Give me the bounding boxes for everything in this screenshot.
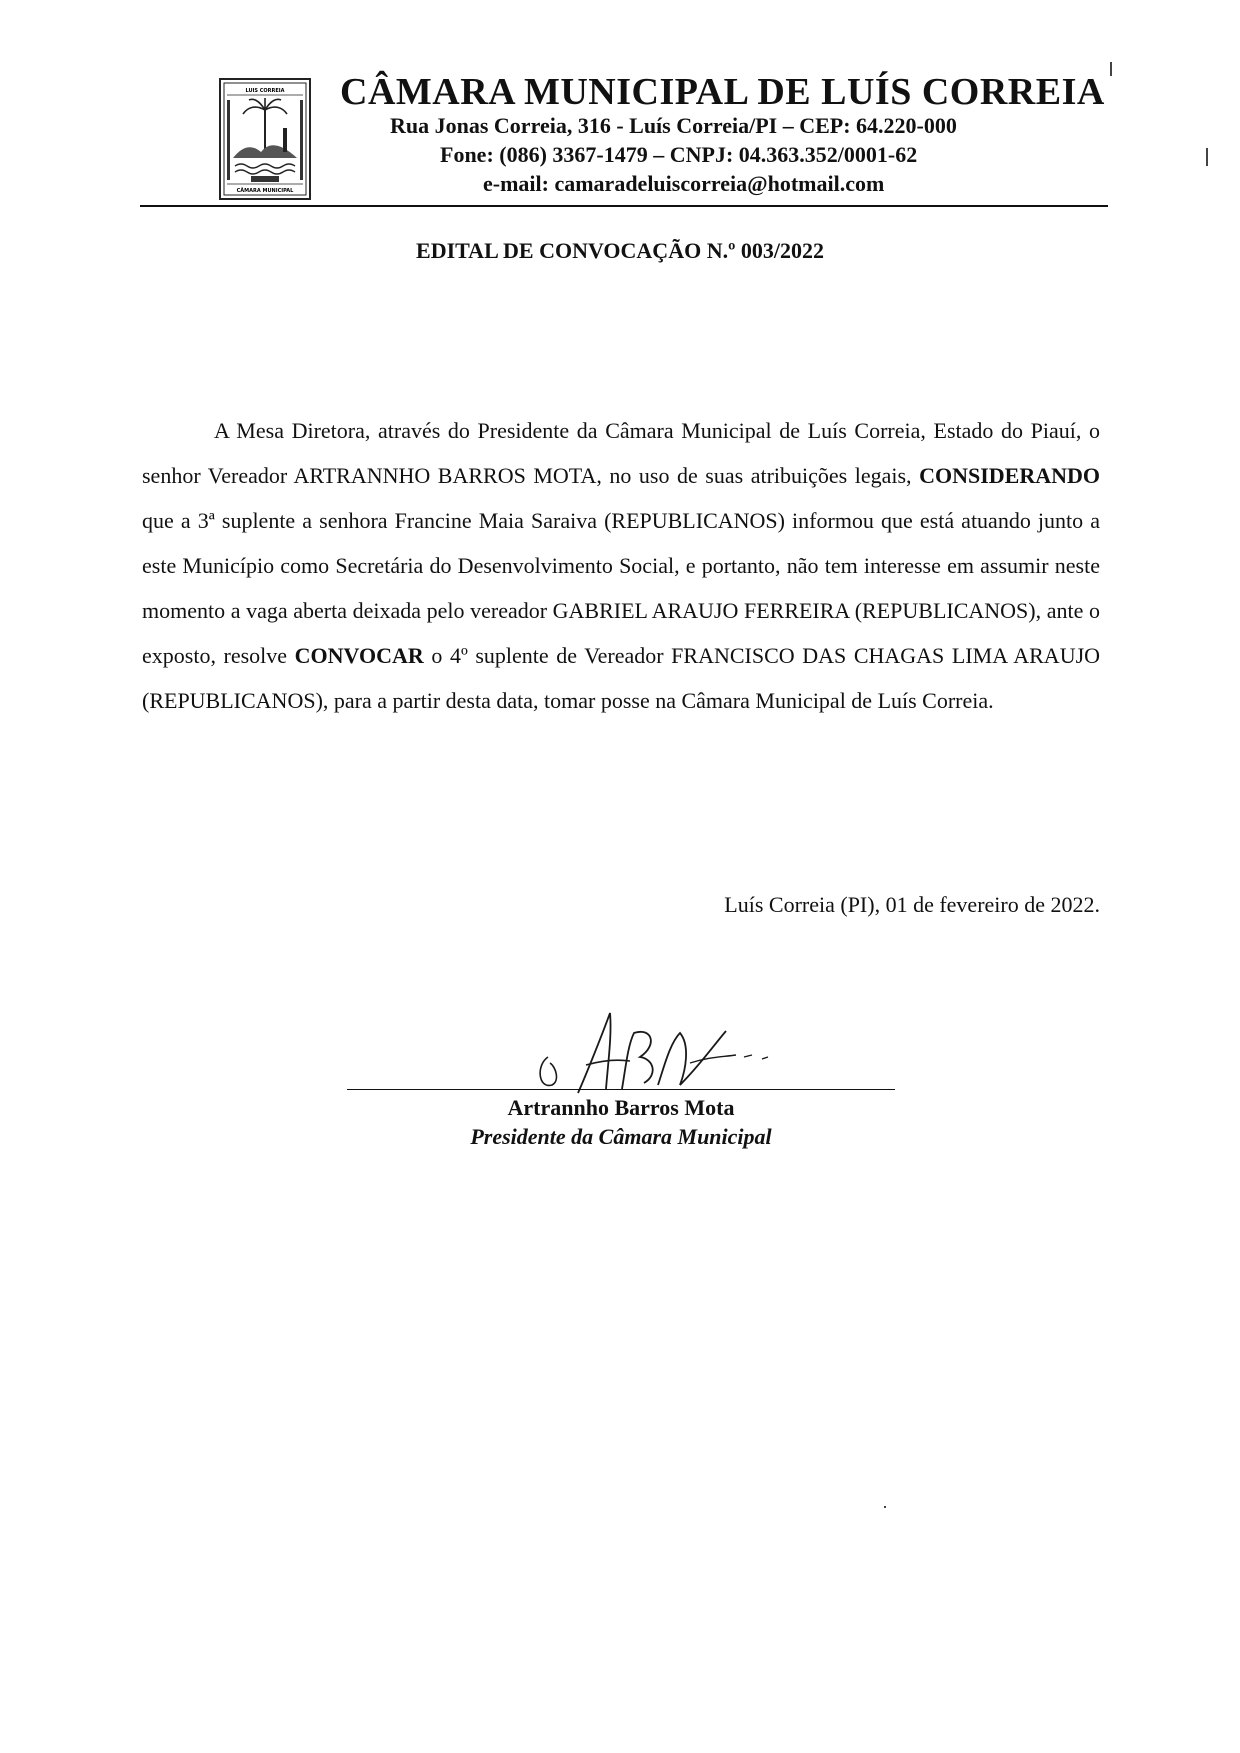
header-divider [140,205,1108,207]
organization-phone: Fone: (086) 3367-1479 – CNPJ: 04.363.352/0001-62 [440,142,918,167]
scan-artifact [1110,62,1112,76]
crest-top-text: LUIS CORREIA [245,88,285,94]
municipal-crest-icon [219,78,311,200]
document-title [0,238,1240,264]
scan-artifact [1206,148,1208,166]
document-date: Luís Correia (PI), 01 de fevereiro de 2022. [724,892,1100,917]
body-part-1: A Mesa Diretora, através do Presidente da Câmara Municipal de Luís Correia, Estado do Piauí, o senhor Vereador ARTRANNHO BARROS MOTA, no uso de suas atribuições legais, [142,418,1100,488]
organization-title: CÂMARA MUNICIPAL DE LUÍS CORREIA [340,71,1105,113]
scan-artifact [884,1506,886,1508]
crest-bottom-text: CÂMARA MUNICIPAL [236,188,294,194]
signer-role: Presidente da Câmara Municipal [470,1124,772,1149]
organization-email: e-mail: camaradeluiscorreia@hotmail.com [483,171,885,196]
signature-line [347,1089,895,1090]
document-title-text: EDITAL DE CONVOCAÇÃO N.º 003/2022 [416,238,824,263]
body-keyword-considerando: CONSIDERANDO [919,463,1101,488]
document-body [142,408,1100,723]
organization-address: Rua Jonas Correia, 316 - Luís Correia/PI – CEP: 64.220-000 [390,113,957,138]
body-keyword-convocar: CONVOCAR [294,643,424,668]
signer-name: Artrannho Barros Mota [507,1095,735,1120]
body-part-3: o 4º suplente de Vereador FRANCISCO DAS CHAGAS LIMA ARAUJO (REPUBLICANOS), para a partir desta data, tomar posse na Câmara Municipal de Luís Correia. [142,643,1101,713]
handwritten-signature [530,1005,800,1105]
body-part-2: que a 3ª suplente a senhora Francine Maia Saraiva (REPUBLICANOS) informou que está atuando junto a este Município como Secretária do Desenvolvimento Social, e portanto, não tem interesse em assumir neste momento a vaga aberta deixada pelo vereador GABRIEL ARAUJO FERREIRA (REPUBLICANOS), ante o exposto, resolve [142,508,1100,668]
